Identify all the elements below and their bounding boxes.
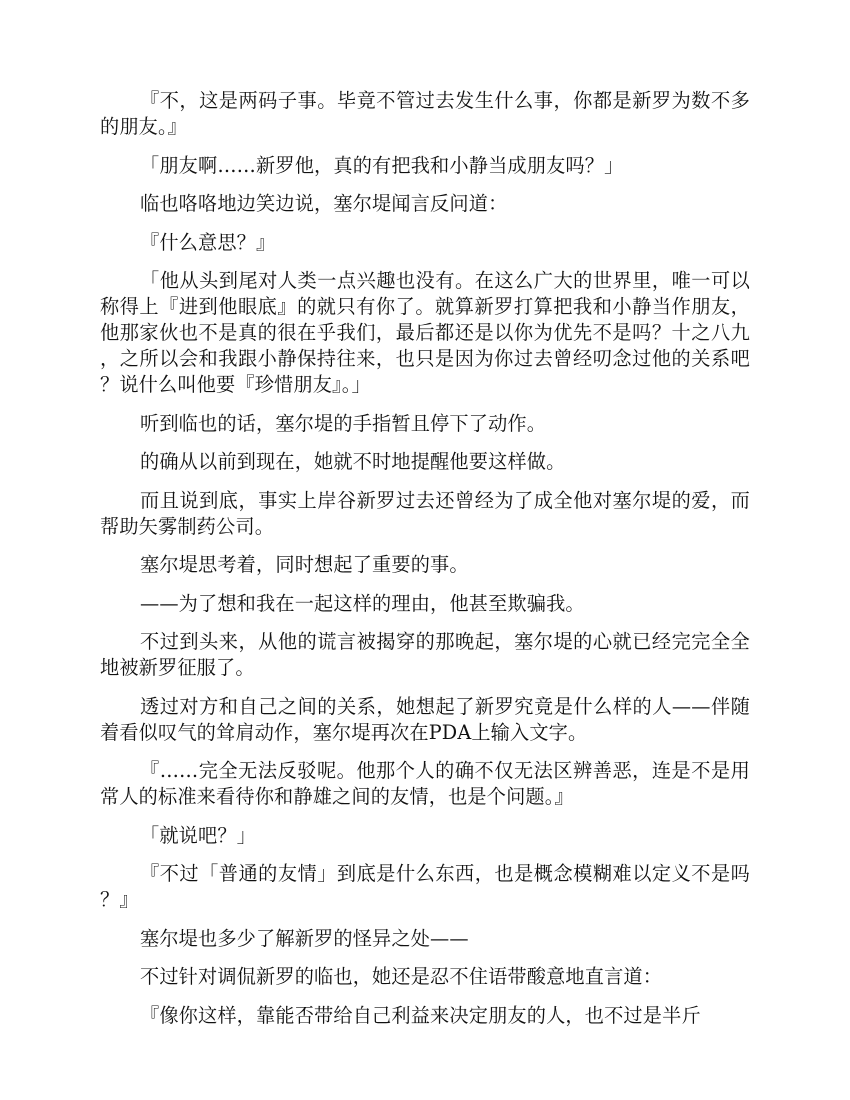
paragraph: 「朋友啊……新罗他，真的有把我和小静当成朋友吗？」: [140, 153, 624, 177]
paragraph: 塞尔堤也多少了解新罗的怪异之处——: [140, 926, 469, 950]
paragraph: ——为了想和我在一起这样的理由，他甚至欺骗我。: [140, 591, 585, 615]
paragraph: 临也咯咯地边笑边说，塞尔堤闻言反问道：: [140, 192, 508, 215]
paragraph: 听到临也的话，塞尔堤的手指暂且停下了动作。: [140, 411, 547, 435]
document-body: [100, 88, 750, 1041]
paragraph: 『不过「普通的友情」到底是什么东西，也是概念模糊难以定义不是吗？』: [100, 862, 750, 911]
paragraph: 『不，这是两码子事。毕竟不管过去发生什么事，你都是新罗为数不多的朋友。』: [100, 89, 750, 138]
paragraph: 『像你这样，靠能否带给自己利益来决定朋友的人，也不过是半斤: [140, 1003, 701, 1027]
paragraph: 『……完全无法反驳呢。他那个人的确不仅无法区辨善恶，连是不是用常人的标准来看待你和静雄之间的友情，也是个问题。』: [100, 759, 750, 808]
paragraph: 「就说吧？」: [140, 823, 257, 847]
paragraph: 不过针对调侃新罗的临也，她还是忍不住语带酸意地直言道：: [140, 965, 663, 988]
paragraph: 不过到头来，从他的谎言被揭穿的那晚起，塞尔堤的心就已经完完全全地被新罗征服了。: [100, 630, 750, 679]
paragraph: 的确从以前到现在，她就不时地提醒他要这样做。: [140, 450, 566, 473]
paragraph: 『什么意思？』: [140, 230, 276, 254]
paragraph: 塞尔堤思考着，同时想起了重要的事。: [140, 553, 469, 576]
paragraph: 透过对方和自己之间的关系，她想起了新罗究竟是什么样的人——伴随着看似叹气的耸肩动作，塞尔堤再次在PDA上输入文字。: [100, 694, 750, 744]
paragraph: 而且说到底，事实上岸谷新罗过去还曾经为了成全他对塞尔堤的爱，而帮助矢雾制药公司。: [100, 488, 750, 538]
paragraph: 「他从头到尾对人类一点兴趣也没有。在这么广大的世界里，唯一可以称得上『进到他眼底』的就只有你了。就算新罗打算把我和小静当作朋友，他那家伙也不是真的很在乎我们，最后都还是以你为优先不是吗？十之八九，之所以会和我跟小静保持往来，也只是因为你过去曾经叨念过他的关系吧？说什么叫他要『珍惜朋友』。」: [100, 269, 750, 396]
